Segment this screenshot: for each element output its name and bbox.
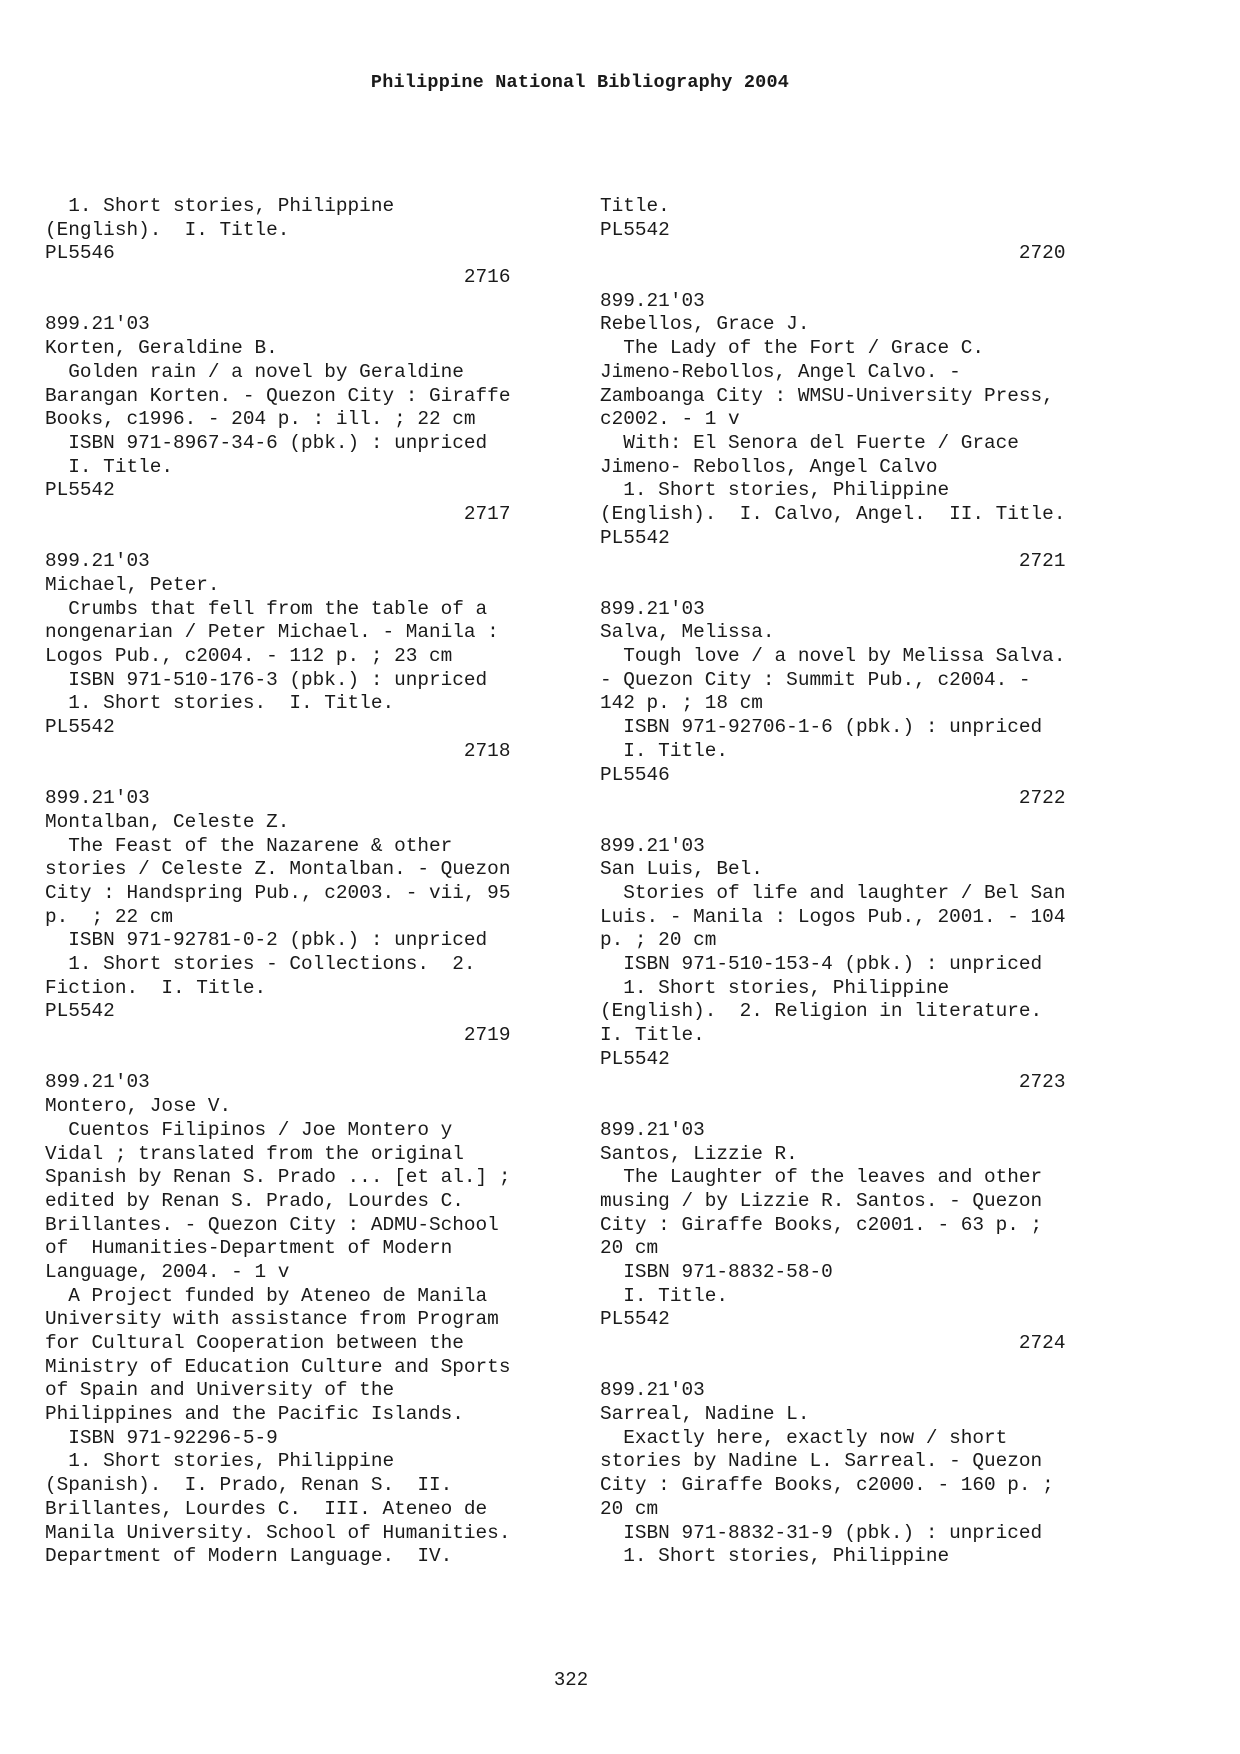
entry-line: 899.21'03 [45, 313, 150, 336]
entry-line: 2723 [600, 1071, 1066, 1094]
entry-line [45, 764, 605, 788]
entry-line: (Spanish). I. Prado, Renan S. II. [45, 1474, 453, 1497]
entry-line: ISBN 971-510-176-3 (pbk.) : unpriced [45, 668, 488, 691]
entry-line: Title. [600, 195, 670, 217]
entry-line: edited by Renan S. Prado, Lourdes C. [45, 1189, 464, 1212]
entry-line: PL5542 [45, 479, 115, 502]
entry-line: 899.21'03 [45, 550, 150, 573]
entry-line: Sarreal, Nadine L. [600, 1403, 810, 1426]
entry-line: Barangan Korten. - Quezon City : Giraffe [45, 384, 511, 407]
entry-line: 899.21'03 [45, 1071, 150, 1094]
entry-line: for Cultural Cooperation between the [45, 1332, 464, 1354]
entry-line: 2719 [45, 1024, 511, 1047]
entry-line: Ministry of Education Culture and Sports [45, 1355, 511, 1378]
entry-line: 899.21'03 [600, 597, 705, 620]
entry-line: 1. Short stories, Philippine [600, 479, 950, 502]
entry-line: PL5542 [600, 218, 670, 241]
entry-line: 20 cm [600, 1497, 659, 1520]
entry-line [45, 290, 605, 314]
entry-line: 2720 [600, 242, 1066, 265]
entry-line [600, 1095, 1160, 1119]
left-column [45, 195, 605, 1569]
entry-line: 142 p. ; 18 cm [600, 692, 763, 715]
entry-line: ISBN 971-92706-1-6 (pbk.) : unpriced [600, 716, 1043, 739]
entry-line: 2716 [45, 266, 511, 289]
entry-line [600, 266, 1160, 290]
entry-line: stories by Nadine L. Sarreal. - Quezon [600, 1450, 1043, 1473]
entry-line: 2718 [45, 739, 511, 762]
entry-line: Rebellos, Grace J. [600, 313, 810, 336]
entry-line: City : Giraffe Books, c2000. - 160 p. ; [600, 1474, 1054, 1497]
entry-line: City : Handspring Pub., c2003. - vii, 95 [45, 881, 511, 904]
entry-line: Cuentos Filipinos / Joe Montero y [45, 1118, 453, 1141]
entry-line: PL5546 [45, 242, 115, 265]
entry-line: Salva, Melissa. [600, 621, 775, 644]
entry-line: (English). 2. Religion in literature. [600, 1000, 1043, 1023]
entry-line: Santos, Lizzie R. [600, 1142, 798, 1165]
entry-line: Montero, Jose V. [45, 1095, 232, 1118]
entry-line: I. Title. [45, 455, 173, 478]
entry-line: 1. Short stories, Philippine [600, 976, 950, 999]
entry-line: ISBN 971-92296-5-9 [45, 1426, 278, 1449]
entry-line: PL5542 [45, 716, 115, 739]
entry-line: A Project funded by Ateneo de Manila [45, 1284, 488, 1307]
entry-line: ISBN 971-8967-34-6 (pbk.) : unpriced [45, 431, 488, 454]
entry-line: Logos Pub., c2004. - 112 p. ; 23 cm [45, 645, 453, 668]
entry-line: 1. Short stories, Philippine [45, 1450, 395, 1473]
entry-line: Vidal ; translated from the original [45, 1142, 464, 1165]
entry-line: Language, 2004. - 1 v [45, 1260, 290, 1283]
entry-line: 1. Short stories, Philippine [45, 195, 395, 217]
entry-line: Crumbs that fell from the table of a [45, 597, 488, 620]
entry-line: Stories of life and laughter / Bel San [600, 881, 1066, 904]
entry-line: Spanish by Renan S. Prado ... [et al.] ; [45, 1166, 511, 1189]
entry-line: Zamboanga City : WMSU-University Press, [600, 384, 1054, 407]
entry-line: Philippines and the Pacific Islands. [45, 1403, 464, 1426]
entry-line [600, 1356, 1160, 1380]
entry-line [600, 811, 1160, 835]
entry-line: ISBN 971-92781-0-2 (pbk.) : unpriced [45, 929, 488, 952]
entry-line: (English). I. Calvo, Angel. II. Title. [600, 502, 1066, 525]
entry-line: PL5542 [45, 1000, 115, 1023]
entry-line: p. ; 22 cm [45, 905, 173, 928]
right-column [600, 195, 1160, 1569]
entry-line: 899.21'03 [600, 834, 705, 857]
entry-line: of Humanities-Department of Modern [45, 1237, 453, 1260]
entry-line: PL5546 [600, 763, 670, 786]
entry-line: 2722 [600, 787, 1066, 810]
entry-line: of Spain and University of the [45, 1379, 395, 1402]
entry-line: Books, c1996. - 204 p. : ill. ; 22 cm [45, 408, 476, 431]
entry-line: nongenarian / Peter Michael. - Manila : [45, 621, 499, 644]
entry-line: The Lady of the Fort / Grace C. [600, 337, 984, 360]
page-number: 322 [553, 1669, 589, 1691]
entry-line: c2002. - 1 v [600, 408, 740, 431]
entry-line: Michael, Peter. [45, 574, 220, 596]
entry-line: Brillantes, Lourdes C. III. Ateneo de [45, 1497, 488, 1520]
entry-line: With: El Senora del Fuerte / Grace [600, 431, 1019, 454]
entry-line: Korten, Geraldine B. [45, 337, 278, 360]
entry-line: 2724 [600, 1332, 1066, 1354]
entry-line: PL5542 [600, 1308, 670, 1331]
entry-line: I. Title. [600, 1024, 705, 1047]
entry-line: The Feast of the Nazarene & other [45, 834, 453, 857]
entry-line: 899.21'03 [45, 787, 150, 810]
entry-line: City : Giraffe Books, c2001. - 63 p. ; [600, 1213, 1043, 1236]
entry-line [600, 574, 1160, 598]
entry-line: 1. Short stories - Collections. 2. [45, 953, 476, 975]
entry-line [45, 527, 605, 551]
entry-line: Jimeno-Rebollos, Angel Calvo. - [600, 360, 961, 383]
entry-line: 899.21'03 [600, 289, 705, 312]
entry-line: Department of Modern Language. IV. [45, 1545, 453, 1568]
entry-line: PL5542 [600, 526, 670, 549]
entry-line: 899.21'03 [600, 1118, 705, 1141]
entry-line: (English). I. Title. [45, 218, 290, 241]
entry-line: ISBN 971-8832-31-9 (pbk.) : unpriced [600, 1521, 1043, 1544]
entry-line: 899.21'03 [600, 1379, 705, 1402]
page-title: Philippine National Bibliography 2004 [370, 72, 790, 93]
entry-line: p. ; 20 cm [600, 929, 717, 952]
entry-line: Manila University. School of Humanities. [45, 1521, 511, 1544]
entry-line: Golden rain / a novel by Geraldine [45, 360, 464, 383]
entry-line [45, 1048, 605, 1072]
entry-line: Brillantes. - Quezon City : ADMU-School [45, 1213, 499, 1236]
entry-line: The Laughter of the leaves and other [600, 1166, 1043, 1189]
entry-line: stories / Celeste Z. Montalban. - Quezon [45, 858, 511, 881]
entry-line: Exactly here, exactly now / short [600, 1426, 1008, 1449]
entry-line: 2721 [600, 550, 1066, 573]
entry-line: San Luis, Bel. [600, 858, 763, 881]
entry-line: Tough love / a novel by Melissa Salva. [600, 645, 1066, 668]
entry-line: 1. Short stories, Philippine [600, 1545, 950, 1568]
entry-line: 2717 [45, 502, 511, 525]
entry-line: ISBN 971-510-153-4 (pbk.) : unpriced [600, 953, 1043, 975]
entry-line: Jimeno- Rebollos, Angel Calvo [600, 455, 938, 478]
entry-line: University with assistance from Program [45, 1308, 499, 1331]
entry-line: PL5542 [600, 1047, 670, 1070]
entry-line: I. Title. [600, 739, 728, 762]
entry-line: - Quezon City : Summit Pub., c2004. - [600, 668, 1031, 691]
entry-line: I. Title. [600, 1284, 728, 1307]
entry-line: Fiction. I. Title. [45, 976, 267, 999]
entry-line: Montalban, Celeste Z. [45, 810, 290, 833]
entry-line: ISBN 971-8832-58-0 [600, 1260, 833, 1283]
entry-line: 20 cm [600, 1237, 659, 1260]
entry-line: musing / by Lizzie R. Santos. - Quezon [600, 1189, 1043, 1212]
entry-line: Luis. - Manila : Logos Pub., 2001. - 104 [600, 905, 1066, 928]
entry-line: 1. Short stories. I. Title. [45, 692, 395, 715]
